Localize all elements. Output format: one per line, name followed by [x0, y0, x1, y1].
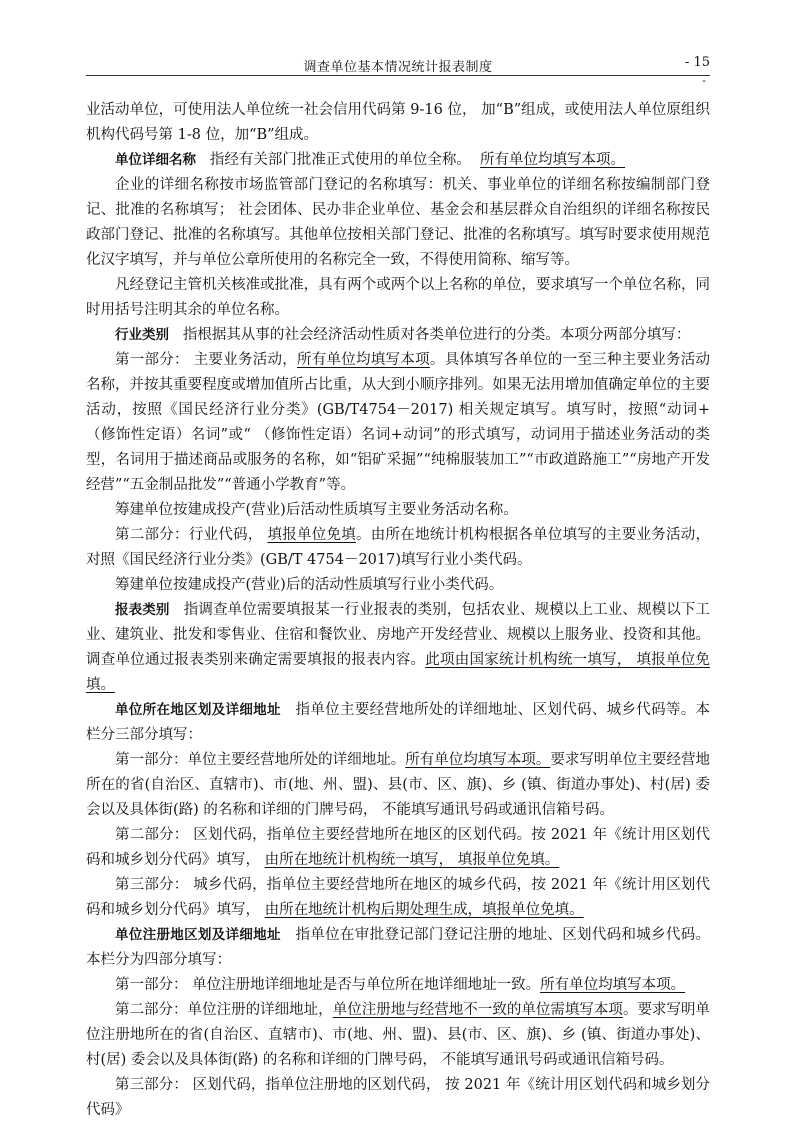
- paragraph-text: 。具体填写各单位的一至三种主要业务活动名称，并按其重要程度或增加值所占比重，从大到小顺序排列。如果无法用增加值确定单位的主要活动，按照《国民经济行业分类》(GB/T4754－2017) 相关规定填写。填写时，按照“动词+（修饰性定语）名词”或“ （修饰性定语）名词+动词”的形式填写，动词用于描述业务活动的类型，名词用于描述商品或服务的名称，如“铝矿采掘”“纯棉服装加工”“市政道路施工”“房地产开发经营”“五金制品批发”“普通小学教育”等。: [86, 352, 711, 493]
- paragraph-text: 指单位在审批登记部门登记注册的地址、区划代码和城乡代码。本栏分为四部分填写：: [86, 927, 711, 968]
- paragraph-text: 。要求写明单位注册地所在的省(自治区、直辖市)、市(地、州、盟)、县(市、区、旗)、乡 (镇、街道办事处)、村(居) 委会以及具体街(路) 的名称和详细的门牌号码， 不能填写通讯号码或通讯信箱号码。: [86, 1002, 710, 1068]
- paragraph: [86, 923, 710, 973]
- paragraph-text: 指单位主要经营地所处的详细地址、区划代码、城乡代码等。本栏分三部分填写：: [86, 702, 711, 743]
- underlined-note: 此项由国家统计机构统一填写， 填报单位免填。: [86, 652, 711, 693]
- underlined-note: 所有单位均填写本项: [297, 352, 430, 368]
- paragraph: 第三部分： 区划代码，指单位注册地的区划代码， 按 2021 年《统计用区划代码和城乡划分代码》: [86, 1077, 710, 1118]
- document-body: [86, 98, 710, 1123]
- underlined-note: 由所在地统计机构统一填写， 填报单位免填。: [264, 852, 560, 868]
- paragraph-text: 指经有关部门批准正式使用的单位全称。: [209, 152, 471, 168]
- term-heading: 报表类别: [115, 602, 170, 618]
- paragraph: 凡经登记主管机关核准或批准，具有两个或两个以上名称的单位，要求填写一个单位名称，同时用括号注明其余的单位名称。: [86, 277, 710, 318]
- term-heading: 单位详细名称: [115, 152, 196, 168]
- underlined-note: 所有单位均填写本项。: [480, 152, 626, 168]
- paragraph: [86, 973, 710, 998]
- paragraph: [86, 823, 710, 873]
- underlined-note: 所有单位均填写本项。: [405, 752, 551, 768]
- paragraph: [86, 348, 710, 498]
- paragraph-text: 第一部分：单位主要经营地所处的详细地址。: [115, 752, 406, 768]
- paragraph-text: 指调查单位需要填报某一行业报表的类别，包括农业、规模以上工业、规模以下工业、建筑业、批发和零售业、住宿和餐饮业、房地产开发经营业、规模以上服务业、投资和其他。调查单位通过报表类别来确定需要填报的报表内容。: [86, 602, 711, 668]
- paragraph: [86, 873, 710, 923]
- paragraph-text: 第三部分： 城乡代码，指单位主要经营地所在地区的城乡代码，按 2021 年《统计用区划代码和城乡划分代码》填写，: [86, 877, 710, 918]
- paragraph-text: 第一部分： 主要业务活动，: [115, 352, 297, 368]
- paragraph: [86, 523, 710, 573]
- page-number-suffix: -: [702, 74, 706, 87]
- paragraph-text: 。由所在地统计机构根据各单位填写的主要业务活动，对照《国民经济行业分类》(GB/T 4754－2017)填写行业小类代码。: [86, 527, 711, 568]
- paragraph: 企业的详细名称按市场监管部门登记的名称填写：机关、事业单位的详细名称按编制部门登记、批准的名称填写； 社会团体、民办非企业单位、基金会和基层群众自治组织的详细名称按民政部门登记、批准的名称填写。其他单位按相关部门登记、批准的名称填写。填写时要求使用规范化汉字填写，并与单位公章所使用的名称完全一致，不得使用简称、缩写等。: [86, 177, 710, 268]
- paragraph: [86, 748, 710, 823]
- paragraph-text: 第一部分： 单位注册地详细地址是否与单位所在地详细地址一致。: [115, 977, 541, 993]
- paragraph: [86, 598, 710, 698]
- paragraph: [86, 998, 710, 1073]
- paragraph: 筹建单位按建成投产(营业)后活动性质填写主要业务活动名称。: [115, 502, 518, 518]
- paragraph-text: 第二部分：单位注册的详细地址，: [115, 1002, 333, 1018]
- paragraph-text: 指根据其从事的社会经济活动性质对各类单位进行的分类。本项分两部分填写：: [182, 327, 691, 343]
- paragraph-text: 第二部分：行业代码，: [115, 527, 268, 543]
- underlined-note: 填报单位免填: [267, 527, 357, 543]
- document-title: 调查单位基本情况统计报表制度: [303, 60, 493, 75]
- paragraph-text: 要求写明单位主要经营地所在的省(自治区、直辖市)、市(地、州、盟)、县(市、区、旗)、乡 (镇、街道办事处)、村(居) 委会以及具体街(路) 的名称和详细的门牌号码， 不能填写通讯号码或通讯信箱号码。: [86, 752, 710, 818]
- paragraph: [86, 323, 710, 348]
- underlined-note: 所有单位均填写本项。: [540, 977, 686, 993]
- paragraph: [86, 698, 710, 748]
- paragraph-text: 第二部分： 区划代码，指单位主要经营地所在地区的区划代码。按 2021 年《统计用区划代码和城乡划分代码》填写，: [86, 827, 710, 868]
- paragraph: [86, 148, 710, 173]
- page-header: [86, 55, 710, 87]
- paragraph: 业活动单位，可使用法人单位统一社会信用代码第 9-16 位， 加“B”组成，或使用法人单位原组织机构代码号第 1-8 位，加“B”组成。: [86, 102, 710, 143]
- term-heading: 单位所在地区划及详细地址: [115, 702, 281, 718]
- underlined-note: 由所在地统计机构后期处理生成，填报单位免填。: [264, 902, 584, 918]
- paragraph: 筹建单位按建成投产(营业)后的活动性质填写行业小类代码。: [115, 577, 504, 593]
- page-number: - 15: [684, 55, 710, 70]
- term-heading: 单位注册地区划及详细地址: [115, 927, 281, 943]
- term-heading: 行业类别: [115, 327, 169, 343]
- underlined-note: 单位注册地与经营地不一致的单位需填写本项: [332, 1002, 623, 1018]
